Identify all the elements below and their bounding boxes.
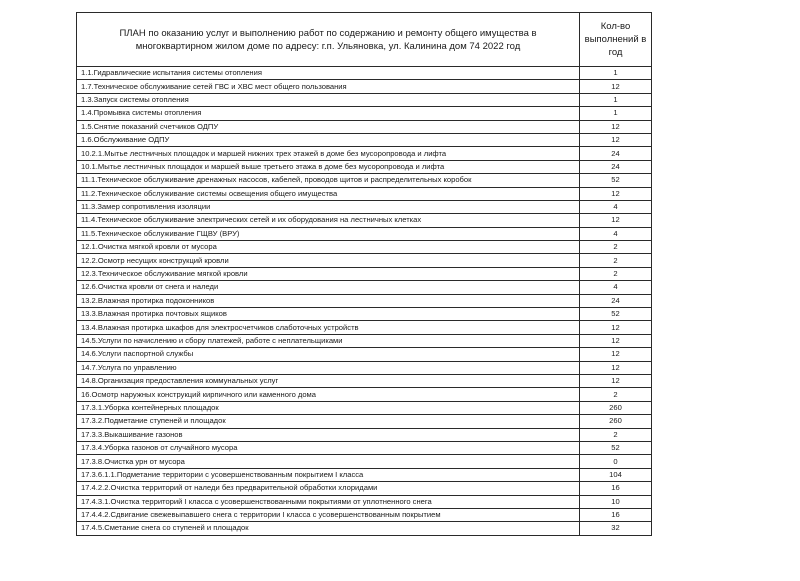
frequency-cell: 260 [580,415,652,428]
frequency-cell: 52 [580,308,652,321]
service-name-cell: 17.3.6.1.1.Подметание территории с усовершенствованным покрытием I класса [77,468,580,481]
service-name-cell: 1.6.Обслуживание ОДПУ [77,133,580,146]
service-name-cell: 1.1.Гидравлические испытания системы отопления [77,67,580,80]
table-row [77,348,652,361]
frequency-cell: 24 [580,294,652,307]
frequency-cell: 104 [580,468,652,481]
frequency-cell: 24 [580,160,652,173]
table-row [77,160,652,173]
service-name-cell: 17.4.5.Сметание снега со ступеней и площадок [77,522,580,535]
table-row [77,267,652,280]
table-row [77,508,652,521]
table-row [77,200,652,213]
service-name-cell: 1.7.Техническое обслуживание сетей ГВС и ХВС мест общего пользования [77,80,580,93]
table-row [77,522,652,535]
service-name-cell: 14.5.Услуги по начислению и сбору платежей, работе с неплательщиками [77,334,580,347]
frequency-cell: 1 [580,107,652,120]
table-row [77,455,652,468]
work-plan-document [76,12,651,581]
service-name-cell: 17.3.4.Уборка газонов от случайного мусора [77,441,580,454]
service-name-cell: 13.3.Влажная протирка почтовых ящиков [77,308,580,321]
frequency-cell: 4 [580,200,652,213]
service-name-cell: 12.2.Осмотр несущих конструкций кровли [77,254,580,267]
service-name-cell: 14.6.Услуги паспортной службы [77,348,580,361]
table-row [77,187,652,200]
frequency-cell: 32 [580,522,652,535]
service-name-cell: 14.8.Организация предоставления коммунальных услуг [77,374,580,387]
table-row [77,495,652,508]
service-name-cell: 1.5.Снятие показаний счетчиков ОДПУ [77,120,580,133]
frequency-cell: 1 [580,93,652,106]
frequency-cell: 1 [580,67,652,80]
service-name-cell: 17.3.3.Выкашивание газонов [77,428,580,441]
table-row [77,374,652,387]
table-row [77,93,652,106]
table-row [77,388,652,401]
table-row [77,147,652,160]
table-row [77,214,652,227]
service-name-cell: 17.4.4.2.Сдвигание свежевыпавшего снега с территории I класса с усовершенствованным покрытием [77,508,580,521]
frequency-cell: 12 [580,214,652,227]
frequency-cell: 24 [580,147,652,160]
table-row [77,321,652,334]
table-row [77,281,652,294]
service-name-cell: 13.2.Влажная протирка подоконников [77,294,580,307]
service-name-cell: 17.3.2.Подметание ступеней и площадок [77,415,580,428]
table-row [77,308,652,321]
service-name-cell: 10.2.1.Мытье лестничных площадок и маршей нижних трех этажей в доме без мусоропровода и лифта [77,147,580,160]
table-row [77,107,652,120]
service-name-cell: 14.7.Услуга по управлению [77,361,580,374]
table-row [77,482,652,495]
frequency-cell: 12 [580,334,652,347]
table-row [77,174,652,187]
table-row [77,241,652,254]
frequency-cell: 12 [580,187,652,200]
document-title: ПЛАН по оказанию услуг и выполнению работ по содержанию и ремонту общего имущества в многоквартирном жилом доме по адресу: г.п. Ульяновка, ул. Калинина дом 74 2022 год [77,13,580,67]
table-row [77,428,652,441]
service-name-cell: 12.6.Очистка кровли от снега и наледи [77,281,580,294]
frequency-cell: 4 [580,227,652,240]
frequency-cell: 12 [580,374,652,387]
frequency-cell: 0 [580,455,652,468]
table-body [77,67,652,536]
service-name-cell: 17.4.2.2.Очистка территорий от наледи без предварительной обработки хлоридами [77,482,580,495]
frequency-cell: 52 [580,174,652,187]
frequency-cell: 2 [580,241,652,254]
table-row [77,361,652,374]
service-name-cell: 11.2.Техническое обслуживание системы освещения общего имущества [77,187,580,200]
service-name-cell: 11.4.Техническое обслуживание электрических сетей и их оборудования на лестничных клетках [77,214,580,227]
service-name-cell: 1.3.Запуск системы отопления [77,93,580,106]
frequency-cell: 2 [580,267,652,280]
table-row [77,294,652,307]
count-column-header: Кол-во выполнений в год [580,13,652,67]
service-name-cell: 12.3.Техническое обслуживание мягкой кровли [77,267,580,280]
table-header-row [77,13,652,67]
service-name-cell: 17.3.8.Очистка урн от мусора [77,455,580,468]
frequency-cell: 260 [580,401,652,414]
service-name-cell: 13.4.Влажная протирка шкафов для электросчетчиков слаботочных устройств [77,321,580,334]
frequency-cell: 12 [580,120,652,133]
frequency-cell: 12 [580,133,652,146]
frequency-cell: 2 [580,254,652,267]
table-row [77,334,652,347]
table-row [77,80,652,93]
service-name-cell: 1.4.Промывка системы отопления [77,107,580,120]
service-name-cell: 11.3.Замер сопротивления изоляции [77,200,580,213]
frequency-cell: 12 [580,80,652,93]
table-row [77,133,652,146]
frequency-cell: 16 [580,508,652,521]
table-row [77,227,652,240]
frequency-cell: 12 [580,321,652,334]
service-name-cell: 10.1.Мытье лестничных площадок и маршей выше третьего этажа в доме без мусоропровода и лифта [77,160,580,173]
table-row [77,468,652,481]
frequency-cell: 12 [580,348,652,361]
service-name-cell: 12.1.Очистка мягкой кровли от мусора [77,241,580,254]
service-name-cell: 11.5.Техническое обслуживание ГЩВУ (ВРУ) [77,227,580,240]
service-name-cell: 11.1.Техническое обслуживание дренажных насосов, кабелей, проводов щитов и распределительных коробок [77,174,580,187]
frequency-cell: 10 [580,495,652,508]
table-row [77,441,652,454]
table-row [77,401,652,414]
work-plan-table [76,12,652,536]
frequency-cell: 52 [580,441,652,454]
frequency-cell: 16 [580,482,652,495]
table-row [77,415,652,428]
table-row [77,254,652,267]
service-name-cell: 16.Осмотр наружных конструкций кирпичного или каменного дома [77,388,580,401]
frequency-cell: 12 [580,361,652,374]
frequency-cell: 2 [580,428,652,441]
frequency-cell: 4 [580,281,652,294]
service-name-cell: 17.4.3.1.Очистка территорий I класса с усовершенствованными покрытиями от уплотненного снега [77,495,580,508]
table-row [77,67,652,80]
service-name-cell: 17.3.1.Уборка контейнерных площадок [77,401,580,414]
frequency-cell: 2 [580,388,652,401]
table-row [77,120,652,133]
